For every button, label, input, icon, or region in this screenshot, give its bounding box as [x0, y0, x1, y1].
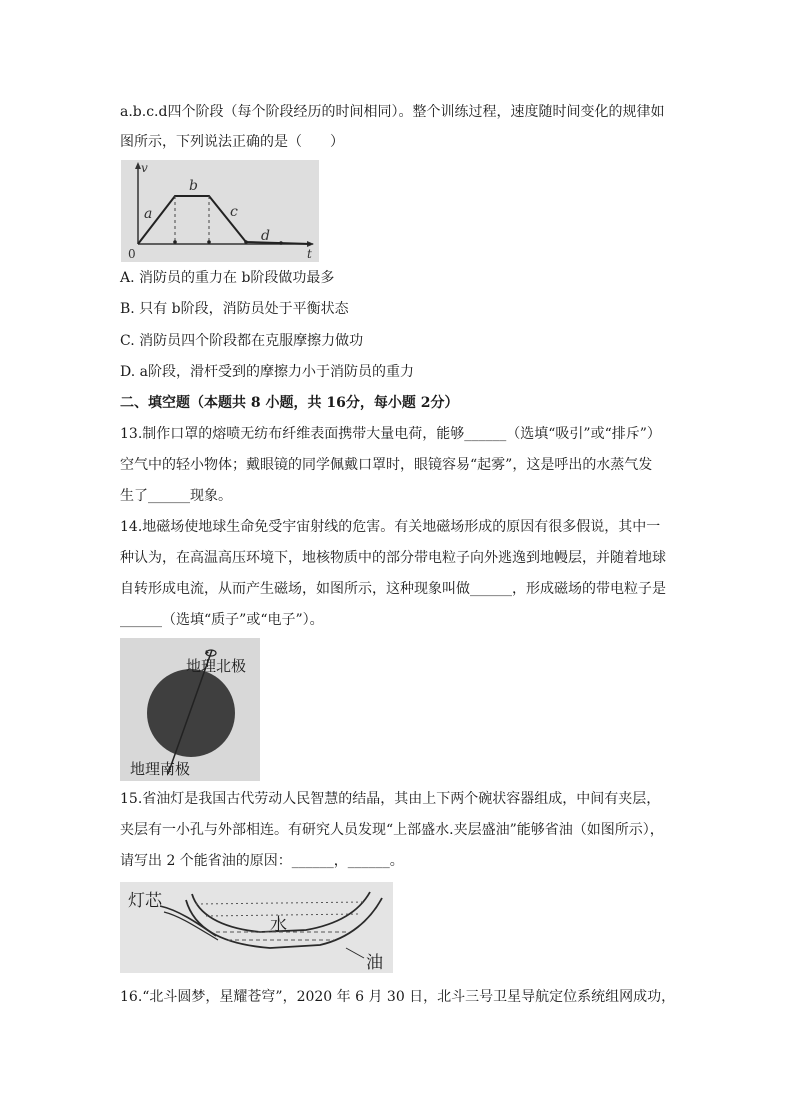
earth-globe	[147, 669, 235, 757]
q14-line2: 种认为，在高温高压环境下，地核物质中的部分带电粒子向外逃逸到地幔层，并随着地球	[120, 550, 666, 566]
oil-label: 油	[366, 953, 383, 973]
water-label: 水	[270, 915, 287, 935]
q12-option-b: B. 只有 b阶段，消防员处于平衡状态	[120, 301, 349, 317]
q14-line4: ______（选填“质子”或“电子”）。	[120, 612, 324, 628]
south-pole-label: 地理南极	[130, 760, 191, 778]
graph-t-label: t	[307, 247, 312, 261]
wick-label: 灯芯	[128, 891, 162, 911]
graph-a-label: a	[144, 206, 153, 222]
q12-option-a: A. 消防员的重力在 b阶段做功最多	[120, 270, 335, 286]
q12-stem-line1: a.b.c.d四个阶段（每个阶段经历的时间相同）。整个训练过程，速度随时间变化的规律如	[120, 104, 665, 120]
q14-line3: 自转形成电流，从而产生磁场，如图所示，这种现象叫做______，形成磁场的带电粒子是	[120, 581, 666, 597]
q13-line2: 空气中的轻小物体；戴眼镜的同学佩戴口罩时，眼镜容易“起雾”，这是呼出的水蒸气发	[120, 457, 653, 473]
graph-c-label: c	[230, 204, 238, 220]
north-pole-label: 地理北极	[186, 657, 247, 675]
section-heading: 二、填空题（本题共 8 小题，共 16分，每小题 2分）	[120, 395, 459, 411]
q14-line1: 14.地磁场使地球生命免受宇宙射线的危害。有关地磁场形成的原因有很多假说，其中一	[120, 519, 661, 535]
q16-line1: 16.“北斗圆梦，星耀苍穹”，2020 年 6 月 30 日，北斗三号卫星导航定位系统组网成功，	[120, 989, 676, 1005]
q12-option-c: C. 消防员四个阶段都在克服摩擦力做功	[120, 333, 364, 349]
velocity-time-graph	[121, 160, 319, 262]
oil-lamp-figure	[120, 882, 393, 973]
q13-line3: 生了______现象。	[120, 488, 232, 504]
q12-stem-line2: 图所示，下列说法正确的是（ ）	[120, 134, 344, 150]
graph-d-label: d	[261, 228, 270, 244]
q15-line1: 15.省油灯是我国古代劳动人民智慧的结晶，其由上下两个碗状容器组成，中间有夹层，	[120, 791, 661, 807]
q12-option-d: D. a阶段，滑杆受到的摩擦力小于消防员的重力	[120, 364, 414, 380]
q15-line2: 夹层有一小孔与外部相连。有研究人员发现“上部盛水.夹层盛油”能够省油（如图所示），	[120, 822, 664, 838]
q15-line3: 请写出 2 个能省油的原因：______，______。	[120, 853, 404, 869]
graph-origin-label: 0	[128, 247, 136, 261]
q13-line1: 13.制作口罩的熔喷无纺布纤维表面携带大量电荷，能够______（选填“吸引”或“排斥”）	[120, 426, 661, 442]
earth-figure	[120, 638, 260, 781]
graph-v-label: v	[141, 161, 148, 175]
graph-b-label: b	[189, 178, 198, 194]
